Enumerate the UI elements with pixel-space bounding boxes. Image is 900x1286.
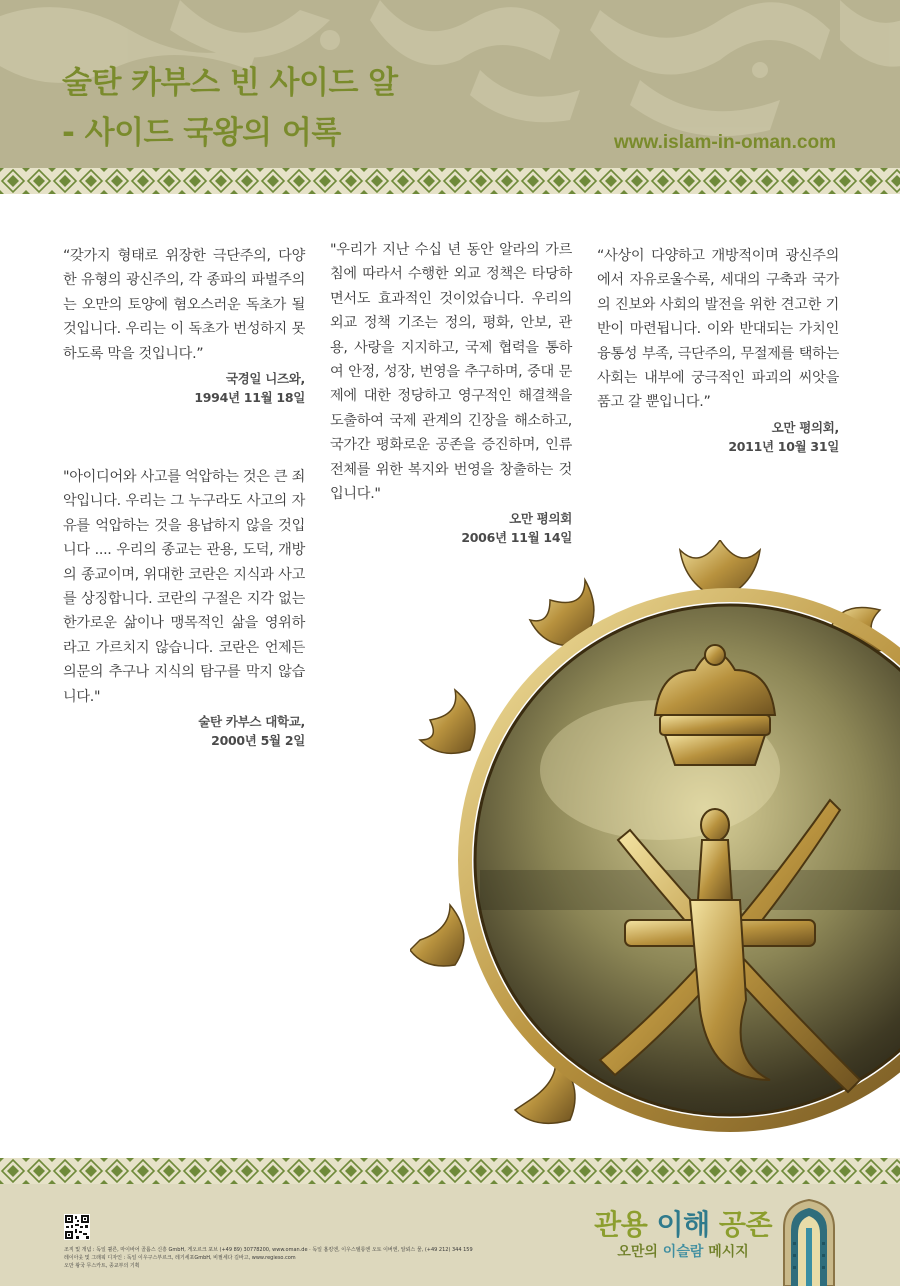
slogan-word-1: 관용 <box>594 1208 648 1241</box>
slogan-sub-b: 이슬람 <box>662 1244 704 1260</box>
title-line-1: 술탄 카부스 빈 사이드 알 <box>62 65 398 101</box>
website-url[interactable]: www.islam-in-oman.com <box>613 132 836 153</box>
quote-source-line-1: 오만 평의회 <box>509 511 572 527</box>
header-banner <box>0 0 900 168</box>
ornament-band-top <box>0 168 900 194</box>
quote-source <box>63 369 305 407</box>
slogan <box>594 1208 772 1262</box>
quote-source-line-2: 2011년 10월 31일 <box>728 438 839 454</box>
credits <box>64 1246 544 1270</box>
credits-line-1: 조직 및 개념 : 독일 쾰른, 마이바어 골롭스 신흥 GmbH, 게오르크 포브 (+49 89) 30778200, www.oman.de · 독일 홈킹엔, 이우스텔롱엔 오토 이버엔, 알뢰스 물, (+49 212) 344 159 <box>64 1247 473 1253</box>
slogan-main <box>594 1208 772 1242</box>
quote-text: “갖가지 형태로 위장한 극단주의, 다양한 유형의 광신주의, 각 종파의 파벌주의는 오만의 토양에 혐오스러운 독초가 될 것입니다. 우리는 이 독초가 번성하지 못하도록 막을 것입니다.” <box>63 248 305 362</box>
quote-source <box>63 712 305 750</box>
credits-line-2: 레이아웃 및 그래픽 디자인 : 독일 이우구스부르크, 레기세포GmbH, 비필세다 길바고, www.regieso.com <box>64 1255 296 1261</box>
quote-text: "아이디어와 사고를 억압하는 것은 큰 죄악입니다. 우리는 그 누구라도 사고의 자유를 억압하는 것을 용납하지 않을 것입니다 .... 우리의 종교는 관용, 도덕, 개방의 종교이며, 위대한 코란은 지식과 사고를 상징합니다. 코란의 구절은 지각 없는 한가로운 삶이나 맹목적인 삶을 영위하라고 가르치지 않습니다. 코란은 언제든 의문의 추구나 지식의 탐구를 막지 않습니다." <box>63 469 305 705</box>
mosque-window-icon <box>782 1198 836 1286</box>
quote-source-line-2: 1994년 11월 18일 <box>194 390 305 406</box>
quote-block-3 <box>597 244 839 456</box>
quote-text: “사상이 다양하고 개방적이며 광신주의에서 자유로울수록, 세대의 구축과 국가의 진보와 사회의 발전을 위한 견고한 기반이 마련됩니다. 이와 반대되는 가치인 융통성 부족, 극단주의, 무절제를 택하는 사회는 내부에 궁극적인 파괴의 씨앗을 품고 갈 뿐입니다.” <box>597 248 839 411</box>
credits-line-3: 오만 왕국 무스카트, 종교부의 기획 <box>64 1263 140 1269</box>
qr-code-icon[interactable] <box>64 1214 90 1240</box>
quote-block-2 <box>330 238 572 547</box>
quote-source-line-1: 술탄 카부스 대학교, <box>198 714 305 730</box>
quote-source <box>597 418 839 456</box>
quote-source-line-2: 2000년 5월 2일 <box>211 733 305 749</box>
quote-source-line-1: 오만 평의회, <box>771 419 839 435</box>
slogan-sub-a: 오만의 <box>617 1244 658 1260</box>
footer <box>0 1184 900 1286</box>
quote-block-4 <box>63 465 305 750</box>
title-line-2: - 사이드 국왕의 어록 <box>62 115 341 151</box>
page-title <box>62 58 398 158</box>
slogan-word-2: 이해 <box>656 1208 710 1241</box>
slogan-sub-c: 메시지 <box>708 1244 749 1260</box>
oman-emblem-image <box>410 540 900 1160</box>
ornament-band-bottom <box>0 1158 900 1184</box>
quote-block-1 <box>63 244 305 407</box>
quote-text: "우리가 지난 수십 년 동안 알라의 가르침에 따라서 수행한 외교 정책은 타당하면서도 효과적인 것이었습니다. 우리의 외교 정책 기조는 정의, 평화, 안보, 관용, 사랑을 지지하고, 국제 협력을 통하여 안정, 성장, 번영을 추구하며, 중대 문제에 대한 정당하고 영구적인 해결책을 도출하여 국제 관계의 긴장을 해소하고, 국가간 평화로운 공존을 증진하며, 인류 전체를 위한 복지와 번영을 창출하는 것입니다." <box>330 242 572 503</box>
quote-source-line-2: 2006년 11월 14일 <box>461 530 572 546</box>
quote-source-line-1: 국경일 니즈와, <box>225 371 305 387</box>
slogan-word-3: 공존 <box>718 1208 772 1241</box>
slogan-sub <box>594 1242 772 1262</box>
